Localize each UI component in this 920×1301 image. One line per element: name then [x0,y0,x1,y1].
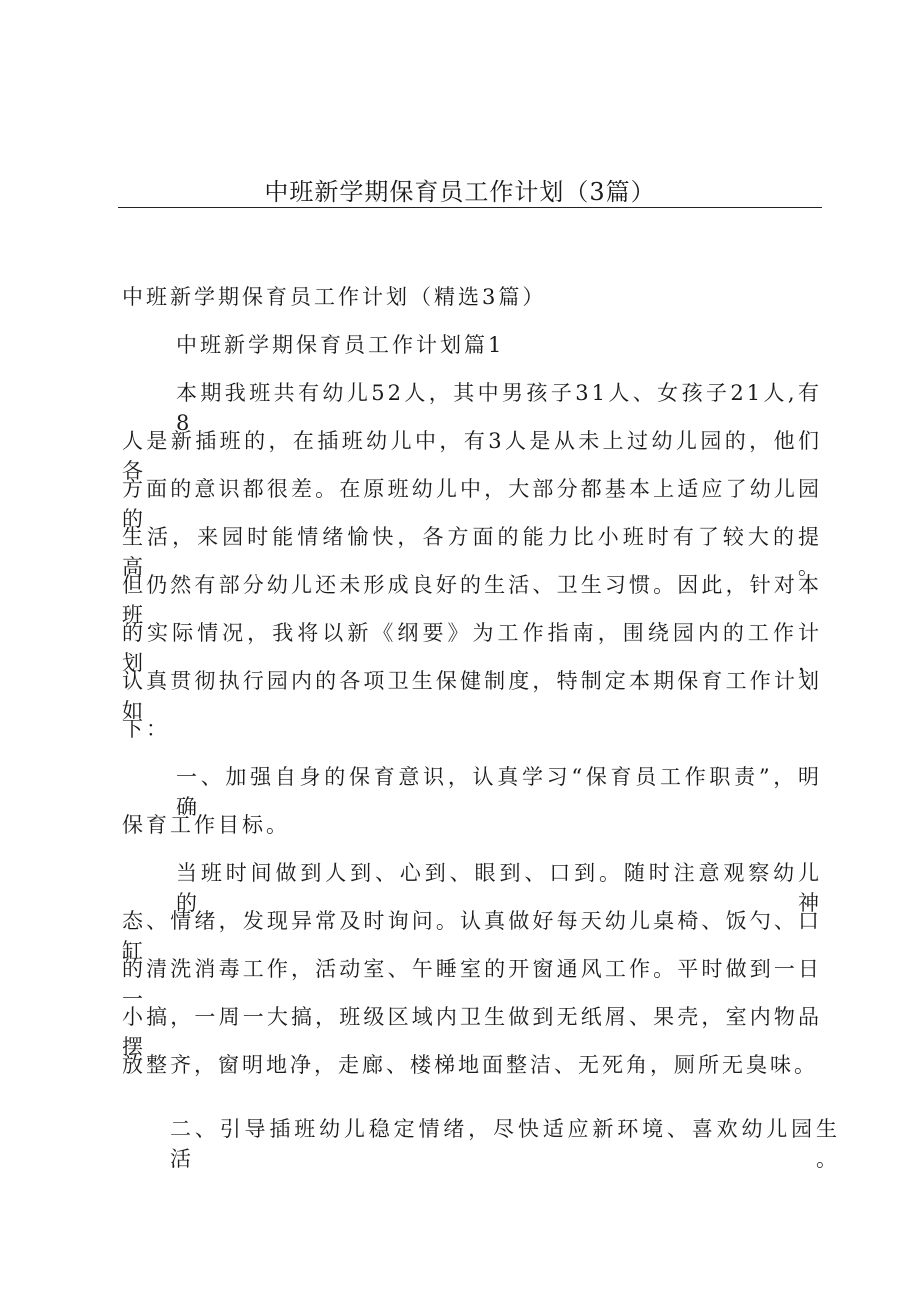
paragraph2-line: 当班时间做到人到、心到、眼到、口到。随时注意观察幼儿的神 [176,861,822,915]
paragraph1-line: 方面的意识都很差。在原班幼儿中，大部分都基本上适应了幼儿园的 [122,477,822,531]
document-title: 中班新学期保育员工作计划（3篇） [264,178,656,206]
title-underline [118,207,822,208]
paragraph1-line: 但仍然有部分幼儿还未形成良好的生活、卫生习惯。因此，针对本班 [122,573,822,627]
point2-line: 二、引导插班幼儿稳定情绪，尽快适应新环境、喜欢幼儿园生活。 [170,1117,840,1171]
paragraph2-line: 的清洗消毒工作，活动室、午睡室的开窗通风工作。平时做到一日一 [122,957,822,1011]
point1-line: 保育工作目标。 [122,813,290,837]
paragraph2-line: 态、情绪，发现异常及时询问。认真做好每天幼儿桌椅、饭勺、口缸 [122,909,822,963]
paragraph1-line: 生活，来园时能情绪愉快，各方面的能力比小班时有了较大的提高。 [122,525,822,579]
paragraph1-line: 本期我班共有幼儿52人，其中男孩子31人、女孩子21人,有8 [176,381,822,435]
paragraph1-line: 人是新插班的，在插班幼儿中，有3人是从未上过幼儿园的，他们各 [122,429,822,483]
section-heading: 中班新学期保育员工作计划篇1 [176,333,505,357]
point1-line: 一、加强自身的保育意识，认真学习“保育员工作职责”，明确 [176,765,822,819]
subtitle: 中班新学期保育员工作计划（精选3篇） [122,285,547,309]
paragraph1-line: 认真贯彻执行园内的各项卫生保健制度，特制定本期保育工作计划如 [122,669,822,723]
paragraph1-line: 下： [122,717,170,741]
paragraph2-line: 放整齐，窗明地净，走廊、楼梯地面整洁、无死角，厕所无臭味。 [122,1053,818,1077]
paragraph2-line: 小搞，一周一大搞，班级区域内卫生做到无纸屑、果壳，室内物品摆 [122,1005,822,1059]
paragraph1-line: 的实际情况，我将以新《纲要》为工作指南，围绕园内的工作计划， [122,621,822,675]
